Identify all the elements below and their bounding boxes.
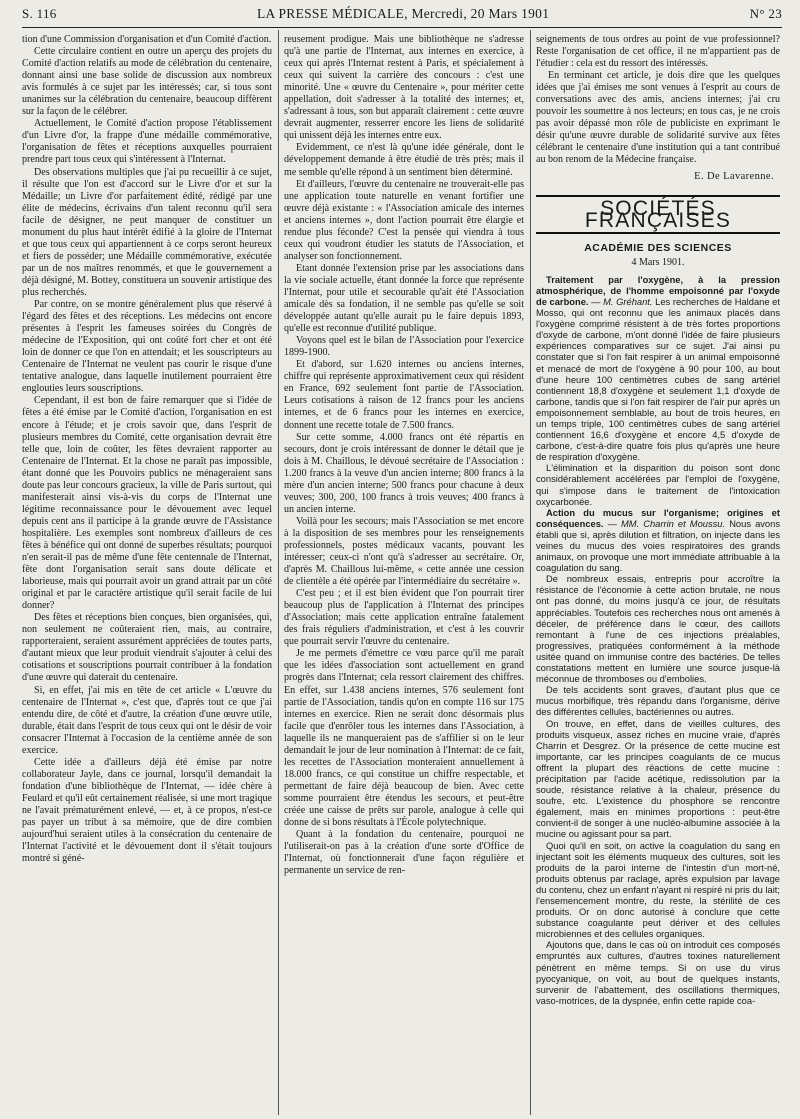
column-divider <box>530 30 531 1115</box>
paragraph: Et d'abord, sur 1.620 internes ou anciens internes, chiffre qui représente approximativement ceux qui résident en France, 692 seulement font partie de l'Association. Leurs cotisations à raison de 12 francs pour les anciens internes, et de 6 francs pour les internes en exercice, donnent une recette totale de 7.500 francs. <box>284 359 524 431</box>
paragraph: seignements de tous ordres au point de vue professionnel? Reste l'organisation de cet office, il ne m'appartient pas de l'étudier : cela est du ressort des intéressés. <box>536 34 780 70</box>
report-title: Action du mucus sur l'organisme; origines et conséquences. <box>536 507 780 529</box>
paragraph: Par contre, on se montre généralement plus que réservé à l'égard des fêtes et des réceptions. Les médecins ont encore présentes à l'esprit les fameuses soirées du Congrès de médecine de l'Exposition, qui ont coûté fort cher et ont été loin de donner ce que l'on en attendait; et les souscripteurs au Centenaire de l'Internat ne veulent pas courir le risque d'une tentative analogue, dans laquelle inutilement pourraient être englouties leurs souscriptions. <box>22 299 272 395</box>
paragraph: Voilà pour les secours; mais l'Association se met encore à la disposition de ses membres pour les renseignements professionnels, postes médicaux vacants, pouvant les intéresser; ceux-ci n'ont qu'à s'adresser au secrétaire. Or, d'après M. Chaillous lui-même, « cette année une cession de clientèle a été opérée par l'intermédiaire du secrétaire ». <box>284 515 524 588</box>
report-title: Traitement par l'oxygène, à la pression atmosphérique, de l'homme empoisonné par l'oxyde de carbone. <box>536 274 780 307</box>
issue-number: N° 23 <box>749 6 782 21</box>
paragraph: On trouve, en effet, dans de vieilles cultures, des produits visqueux, assez riches en mucine vraie, d'après Charrin et Desgrez. Or la présence de cette mucine est importante, car les principes coagulants de ce mucus offrent la plupart des réactions de cette mucine : précipitation par l'acide acétique, redissolution par la soude, résistance relative à la chaleur, présence du soufre, etc. L'existence du phosphore se rencontre également, mais en minimes proportions : peut-être convient-il de songer à une nucléo-albumine associée à la mucine ou agissant pour sa part. <box>536 718 780 840</box>
paragraph: Cependant, il est bon de faire remarquer que si l'idée de fêtes a été émise par le Comité d'action, l'organisation en est encore à l'étude; et je crois savoir que, dans l'esprit de plusieurs membres du Comité, cette organisation devrait être telle que, loin de coûter, les fêtes devraient rapporter au Centenaire de l'Internat. Et la chose ne paraît pas impossible, étant donné que les Pouvoirs publics ne ménageraient sans doute pas leur concours gracieux, la ville de Paris surtout, qui manifesterait ainsi vis-à-vis du corps de l'Internat une légitime reconnaissance pour le dévouement avec lequel depuis cent ans il participe à la grande œuvre de l'Assistance hospitalière. Les exemples sont nombreux d'ailleurs de ces fêtes à bénéfice qui ont donné de superbes résultats; pourquoi n'en serait-il pas de même d'une fête centennale de l'Internat, fête dont l'organisation serait sans doute délicate et laborieuse, mais qui pourrait avoir un grand attrait par un côté original et par le caractère artistique qu'il serait facile de lui donner? <box>22 395 272 612</box>
session-date: 4 Mars 1901. <box>631 256 685 268</box>
paragraph: Et d'ailleurs, l'œuvre du centenaire ne trouverait-elle pas une application toute naturelle en venant fortifier une œuvre déjà existante : « l'Association amicale des internes et anciens internes », dont l'action pourrait être élargie et rendue plus féconde? C'est la pensée qui viendra à tous ceux qui voudront étudier les statuts de l'Association, et analyser son fonctionnement. <box>284 178 524 262</box>
paragraph: Evidemment, ce n'est là qu'une idée générale, dont le développement demande à être étudié de très près; mais il me semble qu'elle répond à un sentiment bien déterminé. <box>284 142 524 178</box>
article-column-2 <box>284 34 524 877</box>
paragraph: Voyons quel est le bilan de l'Association pour l'exercice 1899-1900. <box>284 335 524 359</box>
paragraph: reusement prodigue. Mais une bibliothèque ne s'adresse qu'à une partie de l'Internat, aux internes en exercice, à ceux qui après l'Internat restent à Paris, et spécialement à ceux qui suivent la carrière des concours : c'est une minorité. Une « œuvre du Centenaire », pour mériter cette appellation, doit s'adresser à la totalité des internes; et, s'adressant à tous, son but apparaît clairement : cette œuvre devrait augmenter, resserrer encore les liens de solidarité qui unissent déjà les internes entre eux. <box>284 34 524 142</box>
page-number: S. 116 <box>22 6 57 21</box>
header-rule <box>22 27 782 28</box>
column-divider <box>278 30 279 1115</box>
paragraph: Actuellement, le Comité d'action propose l'établissement d'un Livre d'or, la frappe d'une médaille commémorative, l'organisation de fêtes et réceptions auxquelles pourraient prendre part tous ceux qui s'intéressent à l'Internat. <box>22 118 272 166</box>
journal-title: LA PRESSE MÉDICALE, Mercredi, 20 Mars 1901 <box>256 6 550 21</box>
paragraph: Je me permets d'émettre ce vœu parce qu'il me paraît que les idées d'association sont actuellement en grand progrès dans l'Internat; cela ressort clairement des chiffres. En effet, sur 1.438 anciens internes, 576 seulement font partie de l'Association, tandis qu'on en compte 116 sur 175 internes en exercice. Rien ne serait donc désormais plus facile que d'enrôler tous les internes dans l'Association, à laquelle ils ne manqueraient pas de s'affilier si on le leur demandait le jour de leur nomination à l'Internat: de ce fait, les recettes de l'Association monteraient annuellement à 18.000 francs, ce qui constitue un chiffre respectable, et permettant de faire déjà beaucoup de bien. Avec cette somme pourraient être étendus les secours, et peut-être créée une caisse de prêts sur parole, analogue à celle qui donne de si bons résultats à l'École polytechnique. <box>284 648 524 829</box>
report-author: — M. Gréhant. <box>591 296 653 307</box>
article-column-1 <box>22 34 272 865</box>
report-text: Nous avons établi que si, après dilution et filtration, on injecte dans les veines du mucus des voies respiratoires des grands animaux, on provoque une mort immédiate attribuable à la coagulation du sang. <box>536 518 780 574</box>
paragraph: De nombreux essais, entrepris pour accroître la résistance de l'économie à cette action brutale, ne nous ont pas donné, du moins jusqu'à ce jour, de résultats appréciables. Toutefois ces recherches nous ont amenés à déceler, de préférence dans le cœur, des caillots remontant à l'une de ces injections préalables, progressives, pratiquées conformément à la méthode usitée quand on immunise contre des bactéries. De telles constatations mettent en lumière une source jusque-là méconnue de thromboses ou d'embolies. <box>536 574 780 685</box>
report-entry <box>536 508 780 575</box>
society-heading: ACADÉMIE DES SCIENCES <box>584 241 732 254</box>
page-header <box>22 6 782 28</box>
author-signature: E. De Lavarenne. <box>694 170 774 182</box>
section-heading: SOCIÉTÉS FRANÇAISES <box>536 195 780 234</box>
paragraph: Sur cette somme, 4.000 francs ont été répartis en secours, dont je crois intéressant de donner le détail que je dois à M. Chaillous, le dévoué secrétaire de l'Association : 1.200 francs à la veuve d'un ancien interne; 800 francs à la mère d'un ancien interne; 500 francs pour chacune à deux veuves; 300, 200, 100 francs à trois veuves; 400 francs à un ancien interne. <box>284 431 524 515</box>
report-entry <box>536 275 780 464</box>
paragraph: tion d'une Commission d'organisation et d'un Comité d'action. <box>22 34 272 45</box>
paragraph: Etant donnée l'extension prise par les associations dans la vie sociale actuelle, étant donnée la force que représente l'Internat, pour utile et secourable qu'ait été l'Association amicale dès sa fondation, il ne semble pas qu'elle se soit développée autant qu'elle aurait pu le faire depuis 1893, qu'elle est reconnue d'utilité publique. <box>284 262 524 335</box>
proceedings <box>536 275 780 1007</box>
article-column-3 <box>536 34 780 1007</box>
paragraph: Des fêtes et réceptions bien conçues, bien organisées, qui, non seulement ne coûteraient rien, mais, au contraire, rapporteraient, seraient assurément appréciées de toutes parts, d'autant mieux que leur produit viendrait s'ajouter à celui des cotisations et souscriptions pourrait contribuer à la fondation d'une œuvre qui daterait du centenaire. <box>22 612 272 684</box>
paragraph: Cette idée a d'ailleurs déjà été émise par notre collaborateur Jayle, dans ce journal, lorsqu'il demandait la fondation d'une bibliothèque de l'Internat, — idée chère à Feulard et qu'il eût certainement réalisée, si une mort tragique ne l'avait prématurément enlevé, — et, à ce propos, n'est-ce pas payer un tribut à sa mémoire, que de dire combien aujourd'hui seraient utiles à la consécration du centenaire de l'Internat l'activité et le dévouement dont il s'était toujours montré si géné- <box>22 756 272 865</box>
paragraph: En terminant cet article, je dois dire que les quelques idées que j'ai émises me sont venues à l'esprit au cours de conversations avec des amis, anciens internes; j'ai cru pouvoir les soumettre à nos lecteurs; en tous cas, je ne crois pas avoir dépassé mon rôle de publiciste en exprimant le désir qu'une œuvre durable de solidarité survive aux fêtes célébrant le centenaire d'une institution qui a tant contribué au bon renom de la Médecine française. <box>536 70 780 166</box>
paragraph: C'est peu ; et il est bien évident que l'on pourrait tirer beaucoup plus de l'application à l'Internat des principes d'Association; mais cette application entraîne fatalement des frais réguliers d'administration, et c'est à les couvrir que pourrait servir l'œuvre du centenaire. <box>284 588 524 648</box>
paragraph: Quoi qu'il en soit, on active la coagulation du sang en injectant soit les éléments muqueux des cultures, soit les produits de la paroi interne de l'intestin d'un mort-né, produits obtenus par raclage, après expulsion par lavage du contenu, chez un enfant n'ayant ni respiré ni pris du lait; l'ensemencement montre, du reste, la stérilité de ces produits. Or on donc autorisé à conclure que cette substance coagulante peut dériver et des cellules microbiennes et des cellules organiques. <box>536 840 780 940</box>
paragraph: De tels accidents sont graves, d'autant plus que ce mucus morbifique, très répandu dans l'organisme, dérive des différentes cellules, bactériennes ou autres. <box>536 685 780 718</box>
paragraph: Des observations multiples que j'ai pu recueillir à ce sujet, il résulte que l'on est d'accord sur le Livre d'or et sur la Médaille; un Livre d'or parfaitement édité, rédigé par une élite de médecins, écrivains d'un talent reconnu qu'il sera facile de désigner, ne peut manquer de constituer un monument du plus haut intérêt édifié à la gloire de l'Internat et que tous ceux qui appartiennent à ce corps seront heureux et fiers de posséder; une Médaille commémorative, exécutée par un de nos maîtres renommés, et que le gouvernement a déjà désigné, M. Bottey, constituera un souvenir artistique des plus recherchés. <box>22 166 272 298</box>
paragraph: Ajoutons que, dans le cas où on introduit ces composés empruntés aux cultures, d'autres toxines naturellement pénètrent en même temps. Si on use du virus pyocyanique, on voit, au bout de quelques instants, survenir de l'abattement, des oscillations thermiques, vaso-motrices, de la dyspnée, enfin cette rapide coa- <box>536 940 780 1006</box>
paragraph: Quant à la fondation du centenaire, pourquoi ne l'utiliserait-on pas à la création d'une sorte d'Office de l'Internat, où fonctionnerait d'une façon régulière et permanente un service de ren- <box>284 829 524 877</box>
paragraph: Cette circulaire contient en outre un aperçu des projets du Comité d'action relatifs au mode de célébration du centenaire, donnant ainsi une base solide de discussion aux nombreux avis formulés à ce sujet par les intéressés; car, si tous sont unanimes sur la célébration du centenaire, beaucoup diffèrent sur la façon de le célébrer. <box>22 46 272 118</box>
paragraph: L'élimination et la disparition du poison sont donc considérablement accélérées par l'emploi de l'oxygène, qui s'impose dans le traitement de l'intoxication oxycarbonée. <box>536 463 780 507</box>
report-text: Les recherches de Haldane et Mosso, qui ont reconnu que les animaux placés dans l'oxygène comprimé résistent à de très fortes proportions d'oxyde de carbone, m'ont donné l'idée de faire plusieurs expériences comparatives sur ce sujet. J'ai ainsi pu constater que si l'on fait respirer à un animal empoisonné et menacé de mort de l'oxygène à 90 pour 100, au bout d'une heure 100 centimètres cubes de sang artériel contiennent 18,8 d'oxygène et seulement 1,1 d'oxyde de carbone, tandis que si l'on fait respirer de l'air pur après un empoisonnement semblable, au bout de trois heures, en un temps triple, 100 centimètres cubes de sang artériel contiennent 16,6 d'oxygène et encore 4,5 d'oxyde de carbone, c'est-à-dire quatre fois plus qu'après une heure de respiration d'oxygène. <box>536 296 780 463</box>
paragraph: Si, en effet, j'ai mis en tête de cet article « L'œuvre du centenaire de l'Internat », c'est que, d'après tout ce que j'ai entendu dire, de côté et d'autre, la création d'une œuvre utile, durable, était dans l'esprit de tous ceux qui ont le désir de voir consacrer l'Internat à l'occasion de la centième année de son exercice. <box>22 684 272 756</box>
report-author: — MM. Charrin et Moussu. <box>607 518 726 529</box>
